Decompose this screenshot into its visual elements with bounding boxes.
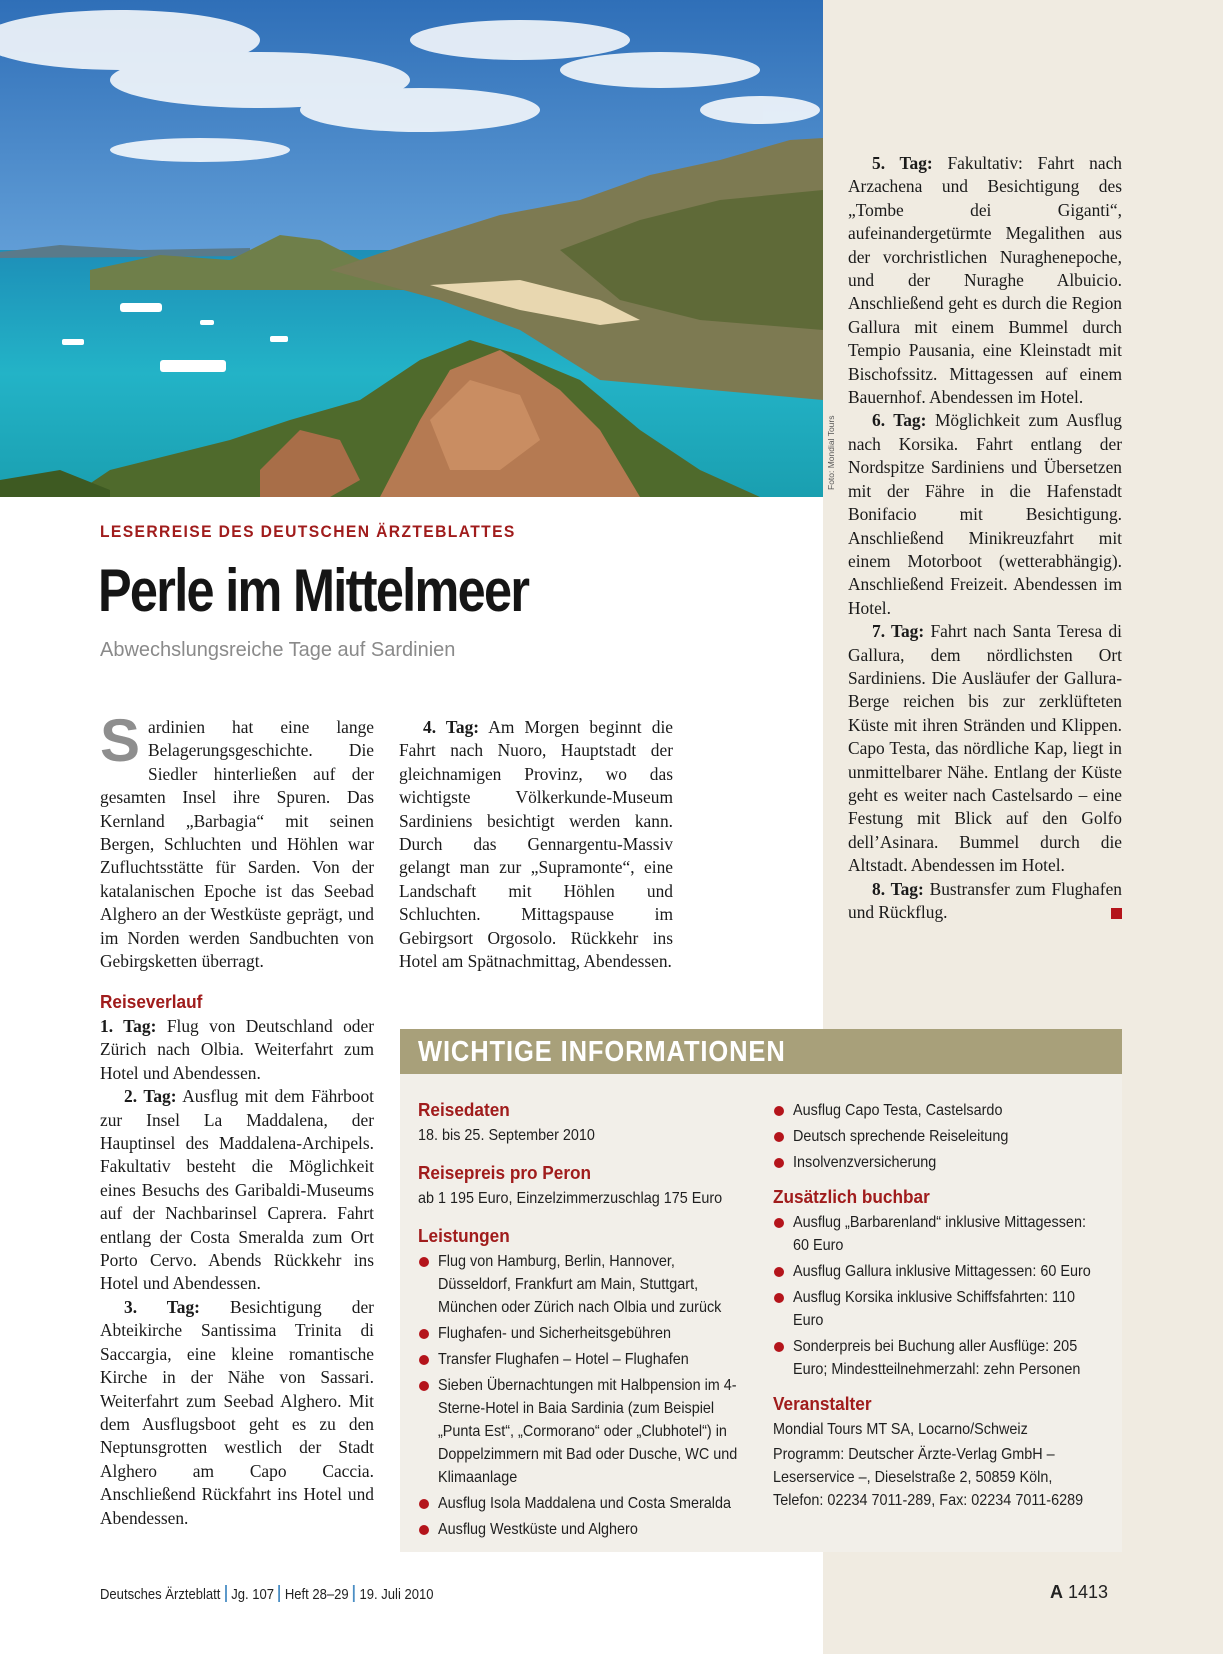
issue-date: 19. Juli 2010 [359, 1587, 434, 1603]
day-6: 6. Tag: Möglichkeit zum Ausflug nach Korsika. Fahrt entlang der Nordspitze Sardiniens und Übersetzen mit der Fähre in die Hafenstadt Bonifacio mit Besichtigung. Anschließend Minikreuzfahrt mit einem Motorboot (wetterabhängig). Anschließend Freizeit. Abendessen im Hotel. [848, 410, 1122, 618]
list-item: Ausflug Gallura inklusive Mittagessen: 60 Euro [773, 1260, 1103, 1283]
list-item: Ausflug Korsika inklusive Schiffsfahrten: 110 Euro [773, 1286, 1103, 1332]
list-item: Ausflug Capo Testa, Castelsardo [773, 1099, 1103, 1122]
price-heading: Reisepreis pro Peron [418, 1162, 592, 1183]
page-subtitle: Abwechslungsreiche Tage auf Sardinien [100, 639, 456, 661]
info-column-2 [773, 1099, 1103, 1527]
day-4: 4. Tag: Am Morgen beginnt die Fahrt nach Nuoro, Hauptstadt der gleichnamigen Provinz, wo das wichtigste Völkerkunde-Museum Sardiniens besichtigt werden kann. Durch das Gennargentu-Massiv gelangt man zur „Supramonte“, eine Landschaft mit Höhlen und Schluchten. Mittagspause im Gebirgsort Orgosolo. Rückkehr ins Hotel am Spätnachmittag, Abendessen. [399, 717, 673, 972]
list-item: Flughafen- und Sicherheitsgebühren [418, 1322, 748, 1345]
info-column-1 [418, 1099, 748, 1553]
services-list [418, 1250, 748, 1541]
coast-photo-illustration [0, 0, 823, 497]
list-item: Insolvenzversicherung [773, 1151, 1103, 1174]
list-item: Sieben Übernachtungen mit Halbpension im 4-Sterne-Hotel in Baia Sardinia (zum Beispiel „Punta Est“, „Cormorano“ oder „Clubhotel“) in Doppelzimmern mit Bad oder Dusche, WC und Klimaanlage [418, 1374, 748, 1489]
intro-paragraph: Sardinien hat eine lange Belagerungsgeschichte. Die Siedler hinterließen auf der gesamten Insel ihre Spuren. Das Kernland „Barbagia“ mit seinen Bergen, Schluchten und Höhlen war Zufluchtsstätte für Sarden. Von der katalanischen Epoche ist das Seebad Alghero an der Westküste geprägt, und im Norden werden Sandbuchten von Gebirgsketten überragt. [100, 707, 374, 972]
list-item: Ausflug Isola Maddalena und Costa Smeralda [418, 1492, 748, 1515]
footer [100, 1585, 434, 1603]
extras-heading: Zusätzlich buchbar [773, 1186, 930, 1207]
photo-credit: Foto: Mondial Tours [826, 415, 836, 490]
day-2: 2. Tag: Ausflug mit dem Fährboot zur Insel La Maddalena, der Hauptinsel des Maddalena-Archipels. Fakultativ besteht die Möglichkeit eines Besuchs des Garibaldi-Museums auf der Nachbarinsel Caprera. Fahrt entlang der Costa Smeralda zum Ort Porto Cervo. Abends Rückkehr ins Hotel und Abendessen. [100, 1086, 374, 1294]
program-text: Programm: Deutscher Ärzte-Verlag GmbH – Leserservice –, Dieselstraße 2, 50859 Köln, Telefon: 02234 7011-289, Fax: 02234 7011-6289 [773, 1446, 1084, 1509]
organizer-text: Mondial Tours MT SA, Locarno/Schweiz [773, 1421, 1028, 1438]
journal-name: Deutsches Ärzteblatt [100, 1587, 221, 1603]
services-heading: Leistungen [418, 1225, 510, 1246]
list-item: Transfer Flughafen – Hotel – Flughafen [418, 1348, 748, 1371]
day-8: 8. Tag: Bustransfer zum Flughafen und Rückflug. [848, 878, 1122, 922]
day-5: 5. Tag: Fakultativ: Fahrt nach Arzachena und Besichtigung des „Tombe dei Giganti“, aufeinandergetürmte Megalithen aus der vorchristlichen Nuraghenepoche, und der Nuraghe Albuicio. Anschließend geht es durch die Region Gallura mit einem Bummel durch Tempio Pausania, eine Kleinstadt mit Bischofssitz. Mittagessen auf einem Bauernhof. Abendessen im Hotel. [848, 153, 1122, 408]
dates-text: 18. bis 25. September 2010 [418, 1127, 595, 1144]
kicker: LESERREISE DES DEUTSCHEN ÄRZTEBLATTES [100, 522, 516, 541]
intro-column [100, 707, 374, 973]
separator [279, 1585, 281, 1602]
dropcap: S [100, 707, 141, 774]
list-item: Flug von Hamburg, Berlin, Hannover, Düsseldorf, Frankfurt am Main, Stuttgart, München oder Zürich nach Olbia und zurück [418, 1250, 748, 1319]
day-7: 7. Tag: Fahrt nach Santa Teresa di Gallura, dem nördlichsten Ort Sardiniens. Die Ausläufer der Gallura-Berge reichen bis zur zerklüfteten Küste mit ihren Stränden und Klippen. Capo Testa, das nördliche Kap, liegt in unmittelbarer Nähe. Entlang der Küste geht es weiter nach Castelsardo – eine Festung mit Blick auf den Golfo dell’Asinara. Bummel durch die Altstadt. Abendessen im Hotel. [848, 621, 1122, 876]
price-text: ab 1 195 Euro, Einzelzimmerzuschlag 175 Euro [418, 1190, 723, 1207]
page-title: Perle im Mittelmeer [98, 557, 529, 624]
info-box-header: WICHTIGE INFORMATIONEN [400, 1029, 1122, 1074]
list-item: Deutsch sprechende Reiseleitung [773, 1125, 1103, 1148]
volume: Jg. 107 [231, 1587, 275, 1603]
hero-photo [0, 0, 823, 497]
separator [225, 1585, 227, 1602]
services-list-continued [773, 1099, 1103, 1174]
list-item: Sonderpreis bei Buchung aller Ausflüge: 205 Euro; Mindestteilnehmerzahl: zehn Personen [773, 1335, 1103, 1381]
day-3: 3. Tag: Besichtigung der Abteikirche Santissima Trinita di Saccargia, eine kleine romantische Kirche in der Nähe von Sassari. Weiterfahrt zum Seebad Alghero. Mit dem Ausflugsboot geht es zu den Neptunsgrotten westlich der Stadt Alghero am Capo Caccia. Anschließend Rückfahrt ins Hotel und Abendessen. [100, 1296, 374, 1528]
info-box [400, 1029, 1122, 1552]
end-mark-icon [1111, 908, 1122, 919]
extras-list [773, 1211, 1103, 1381]
page-number: A 1413 [1050, 1582, 1109, 1602]
list-item: Ausflug „Barbarenland“ inklusive Mittagessen: 60 Euro [773, 1211, 1103, 1257]
list-item: Ausflug Westküste und Alghero [418, 1518, 748, 1541]
issue: Heft 28–29 [284, 1587, 349, 1603]
itinerary-column-1 [100, 991, 374, 1530]
day-1: 1. Tag: Flug von Deutschland oder Zürich nach Olbia. Weiterfahrt zum Hotel und Abendessen. [100, 1016, 374, 1083]
itinerary-column-3 [848, 152, 1122, 924]
organizer-heading: Veranstalter [773, 1393, 872, 1414]
itinerary-heading: Reiseverlauf [100, 991, 203, 1012]
itinerary-column-2 [399, 716, 673, 973]
dates-heading: Reisedaten [418, 1099, 510, 1120]
separator [353, 1585, 355, 1602]
